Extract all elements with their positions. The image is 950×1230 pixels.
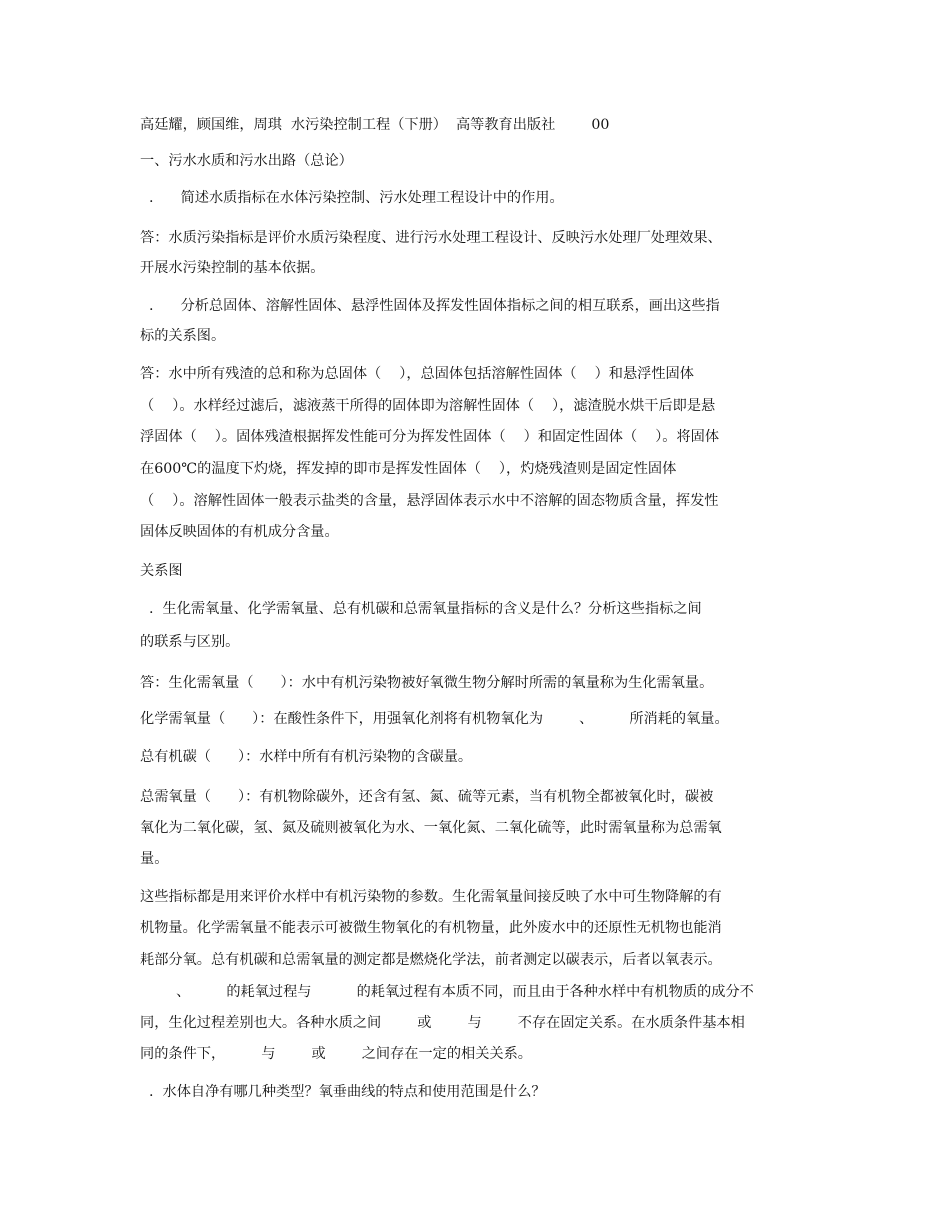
question-3-line-1: . 生化需氧量、化学需氧量、总有机碳和总需氧量指标的含义是什么？分析这些指标之间 [140, 601, 702, 617]
question-4: . 水体自净有哪几种类型？氧垂曲线的特点和使用范围是什么？ [140, 1084, 546, 1100]
answer-2-line-5: （ ）。溶解性固体一般表示盐类的含量，悬浮固体表示水中不溶解的固态物质含量，挥发性 [140, 493, 719, 509]
section-heading: 一、污水水质和污水出路（总论） [140, 153, 353, 169]
answer-2-line-4: 在600℃的温度下灼烧，挥发掉的即市是挥发性固体（ ），灼烧残渣则是固定性固体 [140, 461, 677, 477]
answer-2-line-2: （ ）。水样经过滤后，滤液蒸干所得的固体即为溶解性固体（ ），滤渣脱水烘干后即是悬 [140, 398, 716, 414]
answer-3-summary-line-5: 同，生化过程差别也大。各种水质之间 或 与 不存在固定关系。在水质条件基本相 [140, 1015, 745, 1031]
answer-3-tod-line-2: 氧化为二氧化碳，氢、氮及硫则被氧化为水、一氧化氮、二氧化硫等，此时需氧量称为总需氧 [140, 820, 722, 836]
answer-1-line-2: 开展水污染控制的基本依据。 [140, 260, 325, 276]
answer-3-summary-line-3: 耗部分氧。总有机碳和总需氧量的测定都是燃烧化学法，前者测定以碳表示，后者以氧表示。 [140, 952, 722, 968]
answer-3-summary-line-1: 这些指标都是用来评价水样中有机污染物的参数。生化需氧量间接反映了水中可生物降解的有 [140, 889, 722, 905]
question-2-line-2: 标的关系图。 [140, 328, 226, 344]
answer-3-summary-line-4: 、 的耗氧过程与 的耗氧过程有本质不同，而且由于各种水样中有机物质的成分不 [140, 984, 754, 1000]
answer-3-summary-line-2: 机物量。化学需氧量不能表示可被微生物氧化的有机物量，此外废水中的还原性无机物也能消 [140, 920, 722, 936]
question-2-line-1: . 分析总固体、溶解性固体、悬浮性固体及挥发性固体指标之间的相互联系，画出这些指 [140, 298, 720, 314]
answer-3-tod-line-3: 量。 [140, 851, 169, 867]
answer-3-tod-line-1: 总需氧量（ ）：有机物除碳外，还含有氢、氮、硫等元素，当有机物全都被氧化时，碳被 [140, 789, 714, 805]
answer-3-summary-line-6: 同的条件下， 与 或 之间存在一定的相关关系。 [140, 1046, 532, 1062]
answer-3-toc: 总有机碳（ ）：水样中所有有机污染物的含碳量。 [140, 749, 473, 765]
answer-3-bod: 答：生化需氧量（ ）：水中有机污染物被好氧微生物分解时所需的氧量称为生化需氧量。 [140, 675, 714, 691]
answer-2-line-6: 固体反映固体的有机成分含量。 [140, 524, 339, 540]
answer-2-line-3: 浮固体（ ）。固体残渣根据挥发性能可分为挥发性固体（ ）和固定性固体（ ）。将固体 [140, 429, 720, 445]
answer-2-line-1: 答：水中所有残渣的总和称为总固体（ ），总固体包括溶解性固体（ ）和悬浮性固体 [140, 366, 694, 382]
reference-line: 高廷耀，顾国维，周琪 水污染控制工程（下册） 高等教育出版社 00 [140, 117, 610, 133]
question-1: . 简述水质指标在水体污染控制、污水处理工程设计中的作用。 [140, 190, 564, 206]
answer-3-cod: 化学需氧量（ ）：在酸性条件下，用强氧化剂将有机物氧化为 、 所消耗的氧量。 [140, 711, 729, 727]
diagram-label: 关系图 [140, 563, 183, 579]
question-3-line-2: 的联系与区别。 [140, 634, 240, 650]
answer-1-line-1: 答：水质污染指标是评价水质污染程度、进行污水处理工程设计、反映污水处理厂处理效果、 [140, 230, 722, 246]
